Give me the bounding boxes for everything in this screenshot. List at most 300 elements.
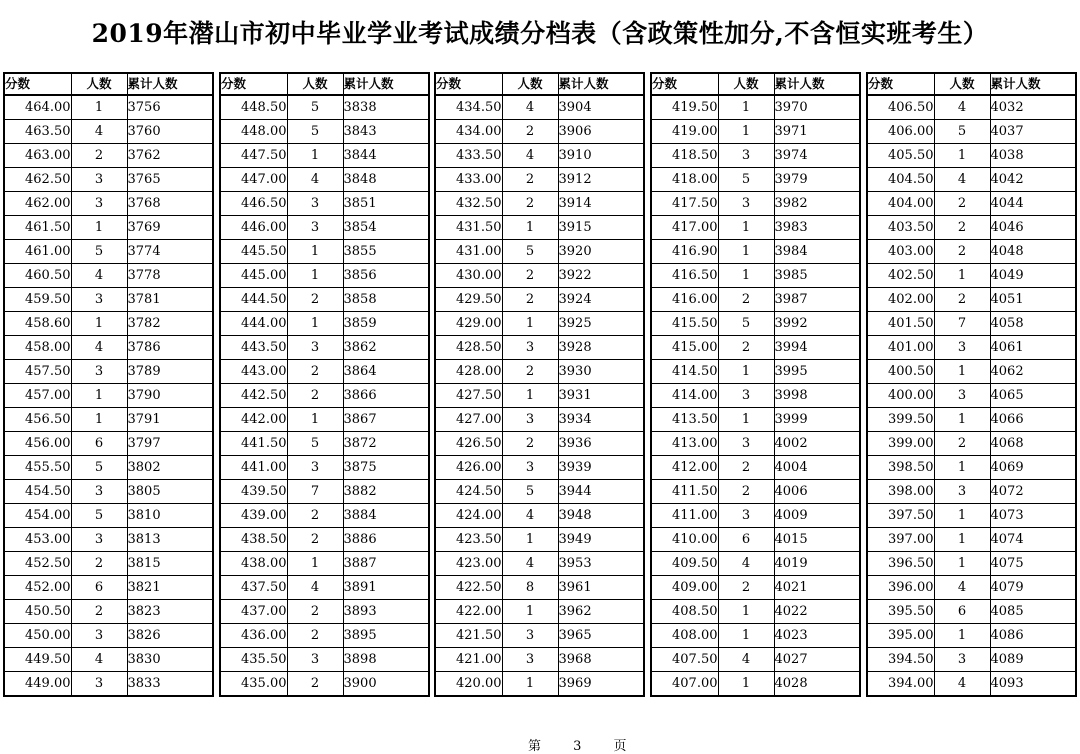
table-header-row bbox=[435, 73, 644, 95]
count-cell: 1 bbox=[502, 216, 558, 240]
cumulative-cell: 4089 bbox=[990, 648, 1076, 672]
count-cell: 2 bbox=[71, 144, 127, 168]
table-row bbox=[220, 648, 429, 672]
cumulative-cell: 3848 bbox=[343, 168, 429, 192]
count-cell: 1 bbox=[718, 408, 774, 432]
count-cell: 4 bbox=[71, 648, 127, 672]
score-cell: 404.00 bbox=[867, 192, 934, 216]
score-cell: 427.00 bbox=[435, 408, 502, 432]
score-cell: 405.50 bbox=[867, 144, 934, 168]
score-cell: 442.50 bbox=[220, 384, 287, 408]
count-cell: 1 bbox=[718, 360, 774, 384]
cumulative-cell: 3992 bbox=[774, 312, 860, 336]
score-cell: 454.50 bbox=[4, 480, 71, 504]
cumulative-cell: 3915 bbox=[558, 216, 644, 240]
count-cell: 2 bbox=[71, 552, 127, 576]
score-cell: 446.50 bbox=[220, 192, 287, 216]
page-footer: 第 3 页 bbox=[528, 739, 641, 754]
table-row bbox=[435, 552, 644, 576]
cumulative-cell: 3971 bbox=[774, 120, 860, 144]
count-cell: 4 bbox=[502, 552, 558, 576]
cumulative-cell: 3859 bbox=[343, 312, 429, 336]
count-cell: 1 bbox=[934, 552, 990, 576]
count-cell: 2 bbox=[71, 600, 127, 624]
cumulative-cell: 3769 bbox=[127, 216, 213, 240]
score-cell: 435.00 bbox=[220, 672, 287, 697]
table-row bbox=[435, 432, 644, 456]
table-row bbox=[651, 480, 860, 504]
cumulative-cell: 4079 bbox=[990, 576, 1076, 600]
count-cell: 1 bbox=[718, 95, 774, 120]
table-row bbox=[867, 360, 1076, 384]
count-cell: 7 bbox=[287, 480, 343, 504]
cumulative-cell: 3934 bbox=[558, 408, 644, 432]
cumulative-cell: 4006 bbox=[774, 480, 860, 504]
score-cell: 457.00 bbox=[4, 384, 71, 408]
cumulative-cell: 4009 bbox=[774, 504, 860, 528]
count-cell: 2 bbox=[287, 360, 343, 384]
cumulative-cell: 4074 bbox=[990, 528, 1076, 552]
count-cell: 5 bbox=[287, 120, 343, 144]
count-cell: 1 bbox=[502, 672, 558, 697]
score-tables bbox=[0, 72, 1080, 696]
table-row bbox=[220, 528, 429, 552]
score-cell: 423.50 bbox=[435, 528, 502, 552]
cumulative-cell: 3823 bbox=[127, 600, 213, 624]
count-cell: 2 bbox=[502, 288, 558, 312]
cumulative-cell: 3851 bbox=[343, 192, 429, 216]
score-cell: 463.50 bbox=[4, 120, 71, 144]
cumulative-cell: 3949 bbox=[558, 528, 644, 552]
score-cell: 435.50 bbox=[220, 648, 287, 672]
count-cell: 3 bbox=[718, 144, 774, 168]
cumulative-cell: 3826 bbox=[127, 624, 213, 648]
score-cell: 438.00 bbox=[220, 552, 287, 576]
count-cell: 1 bbox=[287, 552, 343, 576]
table-row bbox=[4, 384, 213, 408]
cumulative-cell: 3768 bbox=[127, 192, 213, 216]
count-cell: 4 bbox=[502, 144, 558, 168]
table-row bbox=[435, 336, 644, 360]
count-cell: 1 bbox=[934, 504, 990, 528]
count-cell: 3 bbox=[71, 528, 127, 552]
count-cell: 4 bbox=[71, 336, 127, 360]
table-row bbox=[867, 600, 1076, 624]
cumulative-cell: 3999 bbox=[774, 408, 860, 432]
table-row bbox=[867, 312, 1076, 336]
count-cell: 1 bbox=[718, 216, 774, 240]
table-row bbox=[867, 504, 1076, 528]
score-cell: 447.50 bbox=[220, 144, 287, 168]
cumulative-cell: 3920 bbox=[558, 240, 644, 264]
table-row bbox=[435, 312, 644, 336]
score-cell: 456.50 bbox=[4, 408, 71, 432]
score-cell: 400.50 bbox=[867, 360, 934, 384]
table-row bbox=[435, 384, 644, 408]
count-header: 人数 bbox=[287, 73, 343, 95]
count-cell: 5 bbox=[287, 95, 343, 120]
cumulative-cell: 4068 bbox=[990, 432, 1076, 456]
table-row bbox=[435, 120, 644, 144]
cumulative-cell: 3886 bbox=[343, 528, 429, 552]
count-cell: 3 bbox=[934, 336, 990, 360]
cumulative-cell: 3900 bbox=[343, 672, 429, 697]
score-header: 分数 bbox=[867, 73, 934, 95]
table-row bbox=[867, 432, 1076, 456]
count-cell: 1 bbox=[502, 384, 558, 408]
score-cell: 447.00 bbox=[220, 168, 287, 192]
score-cell: 424.50 bbox=[435, 480, 502, 504]
count-cell: 2 bbox=[287, 600, 343, 624]
count-cell: 4 bbox=[287, 576, 343, 600]
cumulative-cell: 3931 bbox=[558, 384, 644, 408]
count-cell: 1 bbox=[718, 600, 774, 624]
count-cell: 1 bbox=[71, 408, 127, 432]
cumulative-cell: 3928 bbox=[558, 336, 644, 360]
table-row bbox=[435, 288, 644, 312]
table-row bbox=[435, 456, 644, 480]
table-row bbox=[4, 192, 213, 216]
table-row bbox=[220, 144, 429, 168]
score-cell: 455.50 bbox=[4, 456, 71, 480]
count-cell: 3 bbox=[71, 168, 127, 192]
score-cell: 431.00 bbox=[435, 240, 502, 264]
count-cell: 4 bbox=[71, 264, 127, 288]
score-cell: 396.00 bbox=[867, 576, 934, 600]
count-cell: 1 bbox=[71, 216, 127, 240]
table-row bbox=[4, 95, 213, 120]
cumulative-cell: 3904 bbox=[558, 95, 644, 120]
table-row bbox=[651, 168, 860, 192]
count-cell: 1 bbox=[71, 312, 127, 336]
cumulative-cell: 3974 bbox=[774, 144, 860, 168]
cumulative-cell: 4032 bbox=[990, 95, 1076, 120]
table-row bbox=[867, 552, 1076, 576]
score-cell: 444.50 bbox=[220, 288, 287, 312]
score-cell: 401.50 bbox=[867, 312, 934, 336]
table-row bbox=[651, 95, 860, 120]
cumulative-cell: 3782 bbox=[127, 312, 213, 336]
table-row bbox=[4, 408, 213, 432]
score-cell: 458.00 bbox=[4, 336, 71, 360]
count-cell: 2 bbox=[934, 192, 990, 216]
count-cell: 1 bbox=[287, 312, 343, 336]
score-cell: 399.00 bbox=[867, 432, 934, 456]
count-cell: 1 bbox=[287, 408, 343, 432]
score-cell: 395.00 bbox=[867, 624, 934, 648]
score-cell: 395.50 bbox=[867, 600, 934, 624]
score-cell: 398.50 bbox=[867, 456, 934, 480]
count-cell: 1 bbox=[934, 456, 990, 480]
count-cell: 4 bbox=[71, 120, 127, 144]
table-row bbox=[651, 600, 860, 624]
table-row bbox=[867, 624, 1076, 648]
count-cell: 2 bbox=[934, 240, 990, 264]
score-cell: 412.00 bbox=[651, 456, 718, 480]
cumulative-cell: 3948 bbox=[558, 504, 644, 528]
score-cell: 394.50 bbox=[867, 648, 934, 672]
count-cell: 2 bbox=[502, 432, 558, 456]
table-row bbox=[867, 480, 1076, 504]
cumulative-cell: 3854 bbox=[343, 216, 429, 240]
table-row bbox=[867, 168, 1076, 192]
cumulative-cell: 4066 bbox=[990, 408, 1076, 432]
count-cell: 2 bbox=[502, 360, 558, 384]
cumulative-cell: 3994 bbox=[774, 336, 860, 360]
cumulative-cell: 4028 bbox=[774, 672, 860, 697]
count-header: 人数 bbox=[71, 73, 127, 95]
count-cell: 2 bbox=[287, 672, 343, 697]
score-cell: 411.00 bbox=[651, 504, 718, 528]
cumulative-cell: 3953 bbox=[558, 552, 644, 576]
score-cell: 397.00 bbox=[867, 528, 934, 552]
table-row bbox=[867, 120, 1076, 144]
score-cell: 396.50 bbox=[867, 552, 934, 576]
count-cell: 4 bbox=[934, 576, 990, 600]
cumulative-cell: 4046 bbox=[990, 216, 1076, 240]
score-cell: 421.50 bbox=[435, 624, 502, 648]
count-cell: 3 bbox=[718, 432, 774, 456]
cumulative-cell: 4085 bbox=[990, 600, 1076, 624]
count-cell: 2 bbox=[502, 264, 558, 288]
score-cell: 434.00 bbox=[435, 120, 502, 144]
count-cell: 1 bbox=[287, 240, 343, 264]
score-cell: 450.00 bbox=[4, 624, 71, 648]
cumulative-cell: 3884 bbox=[343, 504, 429, 528]
score-cell: 413.50 bbox=[651, 408, 718, 432]
table-row bbox=[435, 504, 644, 528]
cumulative-cell: 3855 bbox=[343, 240, 429, 264]
cumulative-cell: 3944 bbox=[558, 480, 644, 504]
table-row bbox=[651, 384, 860, 408]
table-row bbox=[435, 95, 644, 120]
score-cell: 461.50 bbox=[4, 216, 71, 240]
count-cell: 4 bbox=[934, 95, 990, 120]
cumulative-cell: 4037 bbox=[990, 120, 1076, 144]
table-row bbox=[220, 288, 429, 312]
count-cell: 4 bbox=[502, 95, 558, 120]
cumulative-cell: 3797 bbox=[127, 432, 213, 456]
count-cell: 6 bbox=[718, 528, 774, 552]
table-row bbox=[220, 312, 429, 336]
table-row bbox=[435, 576, 644, 600]
cumulative-cell: 3844 bbox=[343, 144, 429, 168]
count-cell: 3 bbox=[502, 456, 558, 480]
score-cell: 413.00 bbox=[651, 432, 718, 456]
count-cell: 3 bbox=[934, 384, 990, 408]
score-cell: 408.50 bbox=[651, 600, 718, 624]
score-cell: 453.00 bbox=[4, 528, 71, 552]
cumulative-cell: 3906 bbox=[558, 120, 644, 144]
cumulative-cell: 3922 bbox=[558, 264, 644, 288]
cumulative-cell: 3774 bbox=[127, 240, 213, 264]
count-cell: 4 bbox=[934, 672, 990, 697]
count-cell: 3 bbox=[287, 216, 343, 240]
table-row bbox=[4, 312, 213, 336]
count-cell: 2 bbox=[287, 384, 343, 408]
score-cell: 403.50 bbox=[867, 216, 934, 240]
score-cell: 456.00 bbox=[4, 432, 71, 456]
cumulative-cell: 3830 bbox=[127, 648, 213, 672]
cumulative-cell: 4086 bbox=[990, 624, 1076, 648]
score-cell: 463.00 bbox=[4, 144, 71, 168]
count-cell: 2 bbox=[718, 480, 774, 504]
cumulative-header: 累计人数 bbox=[774, 73, 860, 95]
score-cell: 400.00 bbox=[867, 384, 934, 408]
score-cell: 394.00 bbox=[867, 672, 934, 697]
table-row bbox=[220, 120, 429, 144]
cumulative-header: 累计人数 bbox=[343, 73, 429, 95]
table-row bbox=[435, 216, 644, 240]
score-cell: 448.00 bbox=[220, 120, 287, 144]
score-cell: 404.50 bbox=[867, 168, 934, 192]
table-row bbox=[867, 648, 1076, 672]
count-cell: 5 bbox=[718, 168, 774, 192]
table-row bbox=[435, 528, 644, 552]
table-row bbox=[435, 672, 644, 697]
cumulative-cell: 3805 bbox=[127, 480, 213, 504]
table-row bbox=[4, 600, 213, 624]
count-cell: 2 bbox=[934, 432, 990, 456]
score-header: 分数 bbox=[651, 73, 718, 95]
count-cell: 3 bbox=[71, 624, 127, 648]
table-header-row bbox=[867, 73, 1076, 95]
cumulative-cell: 4049 bbox=[990, 264, 1076, 288]
table-row bbox=[651, 120, 860, 144]
score-cell: 432.50 bbox=[435, 192, 502, 216]
cumulative-cell: 3985 bbox=[774, 264, 860, 288]
cumulative-cell: 4044 bbox=[990, 192, 1076, 216]
score-cell: 409.50 bbox=[651, 552, 718, 576]
count-cell: 4 bbox=[502, 504, 558, 528]
table-row bbox=[651, 552, 860, 576]
score-cell: 437.50 bbox=[220, 576, 287, 600]
score-table-1 bbox=[3, 72, 214, 697]
count-cell: 1 bbox=[718, 264, 774, 288]
table-row bbox=[220, 504, 429, 528]
cumulative-cell: 4023 bbox=[774, 624, 860, 648]
score-cell: 422.00 bbox=[435, 600, 502, 624]
cumulative-cell: 3756 bbox=[127, 95, 213, 120]
score-cell: 424.00 bbox=[435, 504, 502, 528]
cumulative-cell: 3882 bbox=[343, 480, 429, 504]
cumulative-cell: 3982 bbox=[774, 192, 860, 216]
cumulative-cell: 4061 bbox=[990, 336, 1076, 360]
count-cell: 1 bbox=[934, 408, 990, 432]
score-cell: 398.00 bbox=[867, 480, 934, 504]
count-cell: 2 bbox=[718, 336, 774, 360]
cumulative-cell: 4051 bbox=[990, 288, 1076, 312]
cumulative-cell: 4027 bbox=[774, 648, 860, 672]
count-cell: 1 bbox=[718, 672, 774, 697]
cumulative-cell: 4058 bbox=[990, 312, 1076, 336]
table-row bbox=[867, 672, 1076, 697]
count-cell: 1 bbox=[934, 360, 990, 384]
table-row bbox=[4, 240, 213, 264]
score-cell: 439.50 bbox=[220, 480, 287, 504]
score-cell: 421.00 bbox=[435, 648, 502, 672]
score-cell: 434.50 bbox=[435, 95, 502, 120]
count-cell: 2 bbox=[718, 576, 774, 600]
table-row bbox=[4, 144, 213, 168]
table-row bbox=[867, 528, 1076, 552]
cumulative-cell: 3790 bbox=[127, 384, 213, 408]
score-cell: 458.60 bbox=[4, 312, 71, 336]
cumulative-cell: 3867 bbox=[343, 408, 429, 432]
count-cell: 2 bbox=[502, 168, 558, 192]
score-cell: 446.00 bbox=[220, 216, 287, 240]
score-cell: 429.50 bbox=[435, 288, 502, 312]
count-cell: 3 bbox=[71, 672, 127, 697]
score-cell: 402.00 bbox=[867, 288, 934, 312]
table-row bbox=[651, 336, 860, 360]
count-cell: 2 bbox=[718, 288, 774, 312]
cumulative-cell: 4093 bbox=[990, 672, 1076, 697]
count-cell: 3 bbox=[71, 480, 127, 504]
table-row bbox=[867, 456, 1076, 480]
score-cell: 443.00 bbox=[220, 360, 287, 384]
count-cell: 4 bbox=[287, 168, 343, 192]
table-row bbox=[651, 456, 860, 480]
table-row bbox=[651, 216, 860, 240]
score-cell: 433.00 bbox=[435, 168, 502, 192]
count-cell: 1 bbox=[502, 528, 558, 552]
score-cell: 462.50 bbox=[4, 168, 71, 192]
score-cell: 407.50 bbox=[651, 648, 718, 672]
score-cell: 423.00 bbox=[435, 552, 502, 576]
count-cell: 3 bbox=[287, 648, 343, 672]
table-row bbox=[4, 288, 213, 312]
count-cell: 5 bbox=[934, 120, 990, 144]
score-header: 分数 bbox=[435, 73, 502, 95]
table-row bbox=[651, 288, 860, 312]
cumulative-cell: 3962 bbox=[558, 600, 644, 624]
count-cell: 4 bbox=[934, 168, 990, 192]
count-cell: 4 bbox=[718, 648, 774, 672]
table-row bbox=[4, 624, 213, 648]
count-cell: 3 bbox=[502, 648, 558, 672]
cumulative-cell: 3936 bbox=[558, 432, 644, 456]
cumulative-cell: 3898 bbox=[343, 648, 429, 672]
cumulative-cell: 3789 bbox=[127, 360, 213, 384]
score-cell: 442.00 bbox=[220, 408, 287, 432]
cumulative-cell: 4021 bbox=[774, 576, 860, 600]
cumulative-cell: 3872 bbox=[343, 432, 429, 456]
table-row bbox=[220, 384, 429, 408]
count-header: 人数 bbox=[934, 73, 990, 95]
score-cell: 419.50 bbox=[651, 95, 718, 120]
count-cell: 3 bbox=[287, 456, 343, 480]
cumulative-cell: 3891 bbox=[343, 576, 429, 600]
cumulative-cell: 3968 bbox=[558, 648, 644, 672]
score-cell: 449.50 bbox=[4, 648, 71, 672]
cumulative-cell: 3914 bbox=[558, 192, 644, 216]
score-cell: 464.00 bbox=[4, 95, 71, 120]
count-header: 人数 bbox=[502, 73, 558, 95]
cumulative-cell: 3875 bbox=[343, 456, 429, 480]
table-row bbox=[651, 672, 860, 697]
table-row bbox=[651, 624, 860, 648]
count-cell: 3 bbox=[71, 288, 127, 312]
score-cell: 402.50 bbox=[867, 264, 934, 288]
score-cell: 433.50 bbox=[435, 144, 502, 168]
table-row bbox=[651, 408, 860, 432]
score-table-2 bbox=[219, 72, 430, 697]
score-cell: 426.00 bbox=[435, 456, 502, 480]
score-cell: 428.00 bbox=[435, 360, 502, 384]
score-cell: 397.50 bbox=[867, 504, 934, 528]
cumulative-cell: 3821 bbox=[127, 576, 213, 600]
